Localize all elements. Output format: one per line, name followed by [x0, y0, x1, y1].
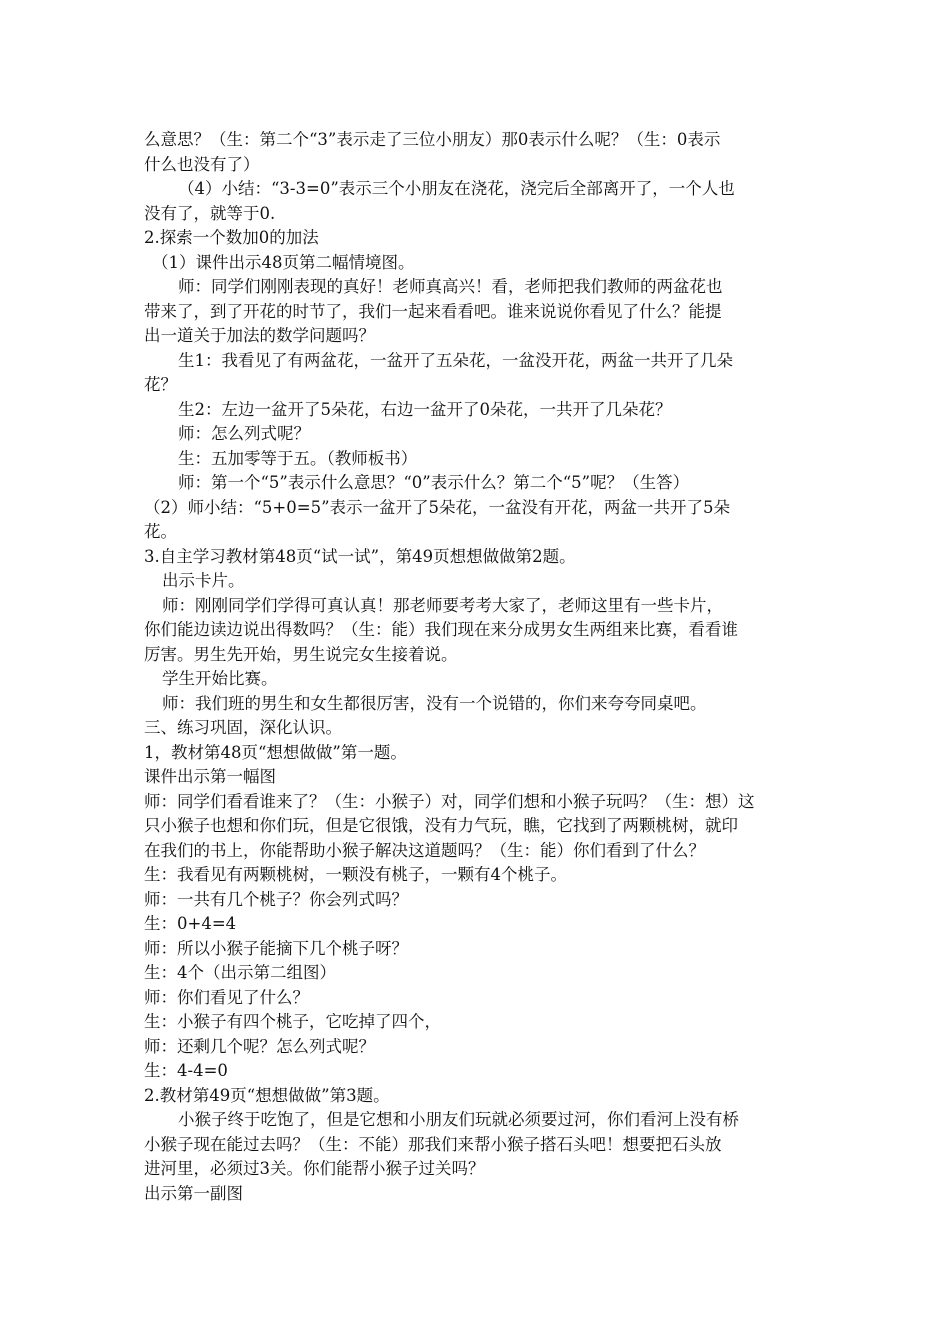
text-line: 师：我们班的男生和女生都很厉害，没有一个说错的，你们来夸夸同桌吧。: [162, 693, 707, 713]
text-line: 师：第一个“5”表示什么意思？“0”表示什么？第二个“5”呢？（生答）: [178, 473, 690, 492]
text-line: 师：同学们刚刚表现的真好！老师真高兴！看，老师把我们教师的两盆花也: [178, 277, 723, 296]
document-page: [144, 128, 810, 1206]
text-line: 出示卡片。: [162, 571, 245, 590]
text-line: 学生开始比赛。: [162, 669, 278, 688]
text-line: 进河里，必须过3关。你们能帮小猴子过关吗？: [144, 1159, 485, 1178]
text-line: 2.探索一个数加0的加法: [144, 228, 319, 247]
text-line: 师：你们看见了什么？: [144, 987, 309, 1007]
text-line: 生：五加零等于五。（教师板书）: [178, 448, 418, 468]
text-line: 花。: [144, 522, 177, 541]
text-line: 带来了，到了开花的时节了，我们一起来看看吧。谁来说说你看见了什么？能提: [144, 301, 722, 321]
text-line: 生：4个（出示第二组图）: [144, 963, 336, 982]
text-line: 生2：左边一盆开了5朵花，右边一盆开了0朵花，一共开了几朵花？: [178, 399, 672, 419]
text-line: 出示第一副图: [144, 1183, 243, 1203]
text-line: （1）课件出示48页第二幅情境图。: [152, 252, 415, 272]
text-line: 只小猴子也想和你们玩，但是它很饿，没有力气玩，瞧，它找到了两颗桃树，就印: [144, 816, 738, 835]
text-line: 小猴子终于吃饱了，但是它想和小朋友们玩就必须要过河，你们看河上没有桥: [178, 1110, 739, 1129]
text-line: 生：我看见有两颗桃树，一颗没有桃子，一颗有4个桃子。: [144, 865, 567, 884]
text-line: 1，教材第48页“想想做做”第一题。: [144, 742, 407, 762]
text-line: 师：还剩几个呢？怎么列式呢？: [144, 1036, 375, 1056]
text-line: 三、练习巩固，深化认识。: [144, 718, 342, 737]
text-line: 你们能边读边说出得数吗？（生：能）我们现在来分成男女生两组来比赛，看看谁: [144, 620, 738, 639]
text-line: 小猴子现在能过去吗？（生：不能）那我们来帮小猴子搭石头吧！想要把石头放: [144, 1134, 722, 1154]
text-line: 2.教材第49页“想想做做”第3题。: [144, 1085, 390, 1105]
text-line: 在我们的书上，你能帮助小猴子解决这道题吗？（生：能）你们看到了什么？: [144, 840, 705, 860]
text-line: （4）小结：“3-3=0”表示三个小朋友在浇花，浇完后全部离开了，一个人也: [178, 179, 735, 198]
text-line: 师：所以小猴子能摘下几个桃子呀？: [144, 938, 408, 958]
text-line: （2）师小结：“5+0=5”表示一盆开了5朵花，一盆没有开花，两盆一共开了5朵: [144, 497, 731, 517]
text-line: 生：小猴子有四个桃子，它吃掉了四个，: [144, 1012, 441, 1031]
text-line: 师：一共有几个桃子？你会列式吗？: [144, 889, 408, 909]
text-line: 花？: [144, 375, 177, 394]
text-line: 生1：我看见了有两盆花，一盆开了五朵花，一盆没开花，两盆一共开了几朵: [178, 350, 733, 370]
text-line: 生：4-4=0: [144, 1061, 228, 1080]
text-line: 出一道关于加法的数学问题吗？: [144, 326, 375, 345]
text-line: 没有了，就等于0.: [144, 203, 276, 223]
text-line: 课件出示第一幅图: [144, 767, 276, 786]
text-line: 什么也没有了）: [144, 154, 260, 174]
text-line: 么意思？（生：第二个“3”表示走了三位小朋友）那0表示什么呢？（生：0表示: [144, 130, 721, 149]
text-line: 3.自主学习教材第48页“试一试”，第49页想想做做第2题。: [144, 546, 576, 566]
text-line: 师：怎么列式呢？: [178, 424, 310, 443]
text-line: 生：0+4=4: [144, 914, 237, 933]
text-line: 师：同学们看看谁来了？（生：小猴子）对，同学们想和小猴子玩吗？（生：想）这: [144, 791, 755, 811]
text-line: 厉害。男生先开始，男生说完女生接着说。: [144, 644, 458, 664]
text-line: 师：刚刚同学们学得可真认真！那老师要考考大家了，老师这里有一些卡片，: [162, 595, 723, 615]
